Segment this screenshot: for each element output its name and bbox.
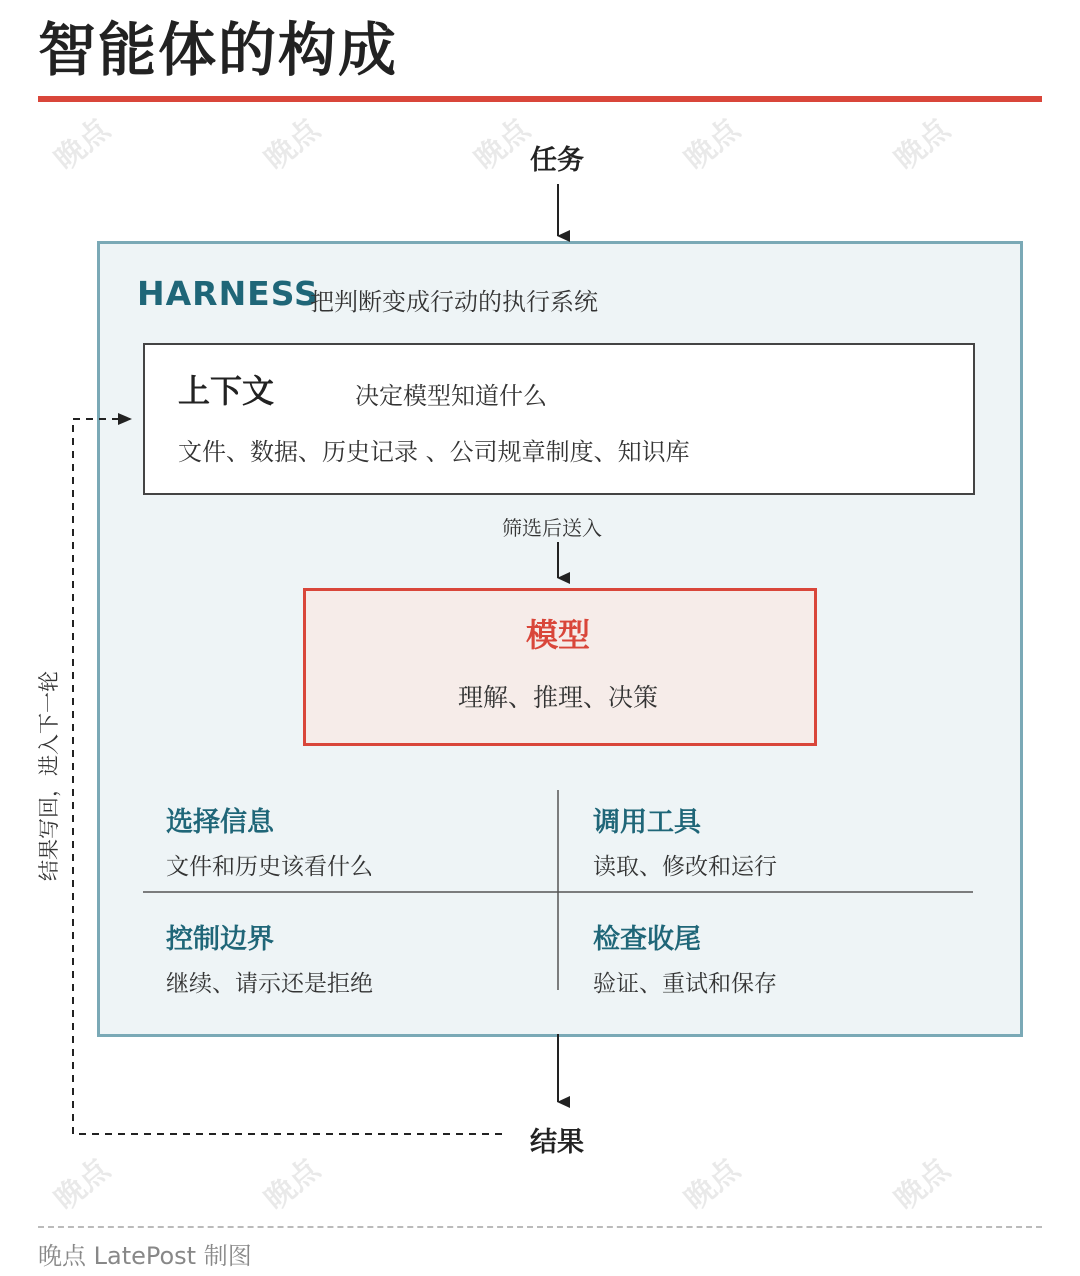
context-items: 文件、数据、历史记录 、公司规章制度、知识库 — [178, 438, 690, 466]
result-label: 结果 — [530, 1127, 584, 1158]
context-description: 决定模型知道什么 — [355, 382, 547, 410]
watermark: 晚点 — [888, 111, 957, 178]
watermark: 晚点 — [678, 111, 747, 178]
model-description: 理解、推理、决策 — [457, 683, 658, 712]
watermark: 晚点 — [678, 1151, 747, 1218]
model-title: 模型 — [525, 616, 590, 654]
task-label: 任务 — [530, 145, 584, 176]
function-title-call-tools: 调用工具 — [593, 807, 701, 838]
harness-name: HARNESS — [137, 274, 319, 313]
function-desc-select-info: 文件和历史该看什么 — [166, 854, 373, 880]
watermark: 晚点 — [258, 1151, 327, 1218]
function-title-check-wrapup: 检查收尾 — [593, 924, 701, 955]
function-title-control-boundary: 控制边界 — [166, 924, 274, 955]
page-title: 智能体的构成 — [38, 16, 399, 84]
harness-description: 把判断变成行动的执行系统 — [310, 288, 598, 316]
function-title-select-info: 选择信息 — [166, 807, 274, 838]
credit: 晚点 LatePost 制图 — [38, 1242, 252, 1270]
function-desc-check-wrapup: 验证、重试和保存 — [593, 971, 777, 997]
footer-rule — [38, 1226, 1042, 1228]
watermark: 晚点 — [258, 111, 327, 178]
feedback-loop-line — [73, 419, 502, 1134]
function-desc-control-boundary: 继续、请示还是拒绝 — [166, 971, 373, 997]
watermark: 晚点 — [468, 111, 537, 178]
watermark: 晚点 — [48, 1151, 117, 1218]
watermark: 晚点 — [888, 1151, 957, 1218]
function-desc-call-tools: 读取、修改和运行 — [593, 854, 777, 880]
filter-label: 筛选后送入 — [502, 516, 602, 540]
watermark: 晚点 — [48, 111, 117, 178]
context-title: 上下文 — [178, 372, 275, 410]
loop-label: 结果写回，进入下一轮 — [37, 671, 61, 881]
